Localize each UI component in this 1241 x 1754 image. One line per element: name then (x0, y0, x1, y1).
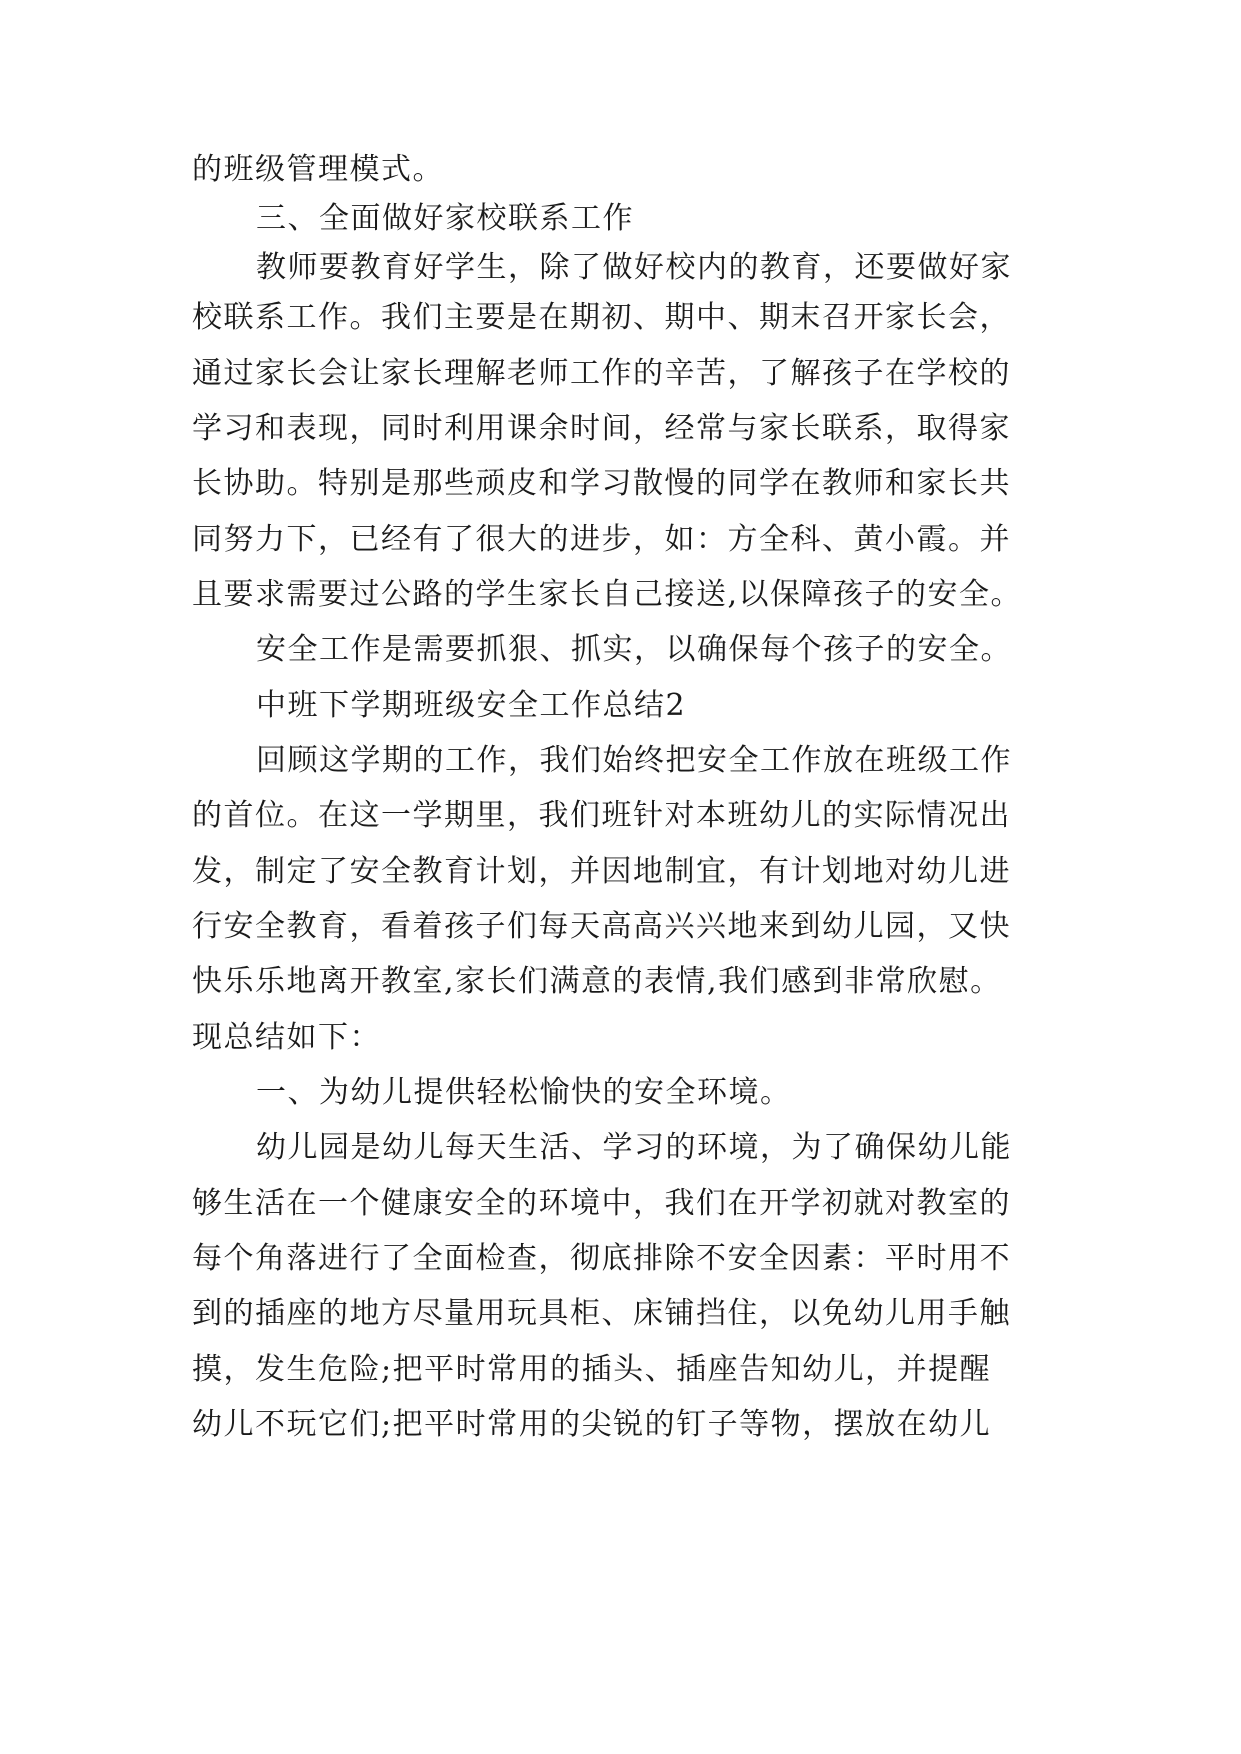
paragraph-first-line: 安全工作是需要抓狠、抓实，以确保每个孩子的安全。 (256, 632, 1012, 667)
text-line: 现总结如下： (192, 1020, 381, 1055)
text-line: 同努力下，已经有了很大的进步，如：方全科、黄小霞。并 (192, 522, 1011, 557)
text-line: 够生活在一个健康安全的环境中，我们在开学初就对教室的 (192, 1186, 1011, 1221)
text-line: 通过家长会让家长理解老师工作的辛苦，了解孩子在学校的 (192, 356, 1011, 391)
section-heading: 一、为幼儿提供轻松愉快的安全环境。 (256, 1075, 792, 1110)
article-title: 中班下学期班级安全工作总结2 (256, 688, 687, 723)
text-line: 发，制定了安全教育计划，并因地制宜，有计划地对幼儿进 (192, 854, 1011, 889)
text-line: 摸，发生危险;把平时常用的插头、插座告知幼儿，并提醒 (192, 1352, 992, 1387)
text-line: 幼儿不玩它们;把平时常用的尖锐的钉子等物，摆放在幼儿 (192, 1407, 992, 1442)
paragraph-first-line: 回顾这学期的工作，我们始终把安全工作放在班级工作 (256, 743, 1012, 778)
text-line: 每个角落进行了全面检查，彻底排除不安全因素：平时用不 (192, 1241, 1011, 1276)
text-line: 长协助。特别是那些顽皮和学习散慢的同学在教师和家长共 (192, 466, 1011, 501)
text-line: 到的插座的地方尽量用玩具柜、床铺挡住，以免幼儿用手触 (192, 1296, 1011, 1331)
paragraph-first-line: 教师要教育好学生，除了做好校内的教育，还要做好家 (256, 250, 1012, 285)
text-line: 行安全教育，看着孩子们每天高高兴兴地来到幼儿园，又快 (192, 909, 1011, 944)
text-line: 快乐乐地离开教室,家长们满意的表情,我们感到非常欣慰。 (192, 964, 1002, 999)
text-line: 且要求需要过公路的学生家长自己接送,以保障孩子的安全。 (192, 577, 1023, 612)
text-line: 校联系工作。我们主要是在期初、期中、期末召开家长会， (192, 300, 1011, 335)
paragraph-first-line: 幼儿园是幼儿每天生活、学习的环境，为了确保幼儿能 (256, 1130, 1012, 1165)
text-line: 的首位。在这一学期里，我们班针对本班幼儿的实际情况出 (192, 798, 1011, 833)
section-heading: 三、全面做好家校联系工作 (256, 201, 634, 236)
text-line: 的班级管理模式。 (192, 152, 444, 187)
text-line: 学习和表现，同时利用课余时间，经常与家长联系，取得家 (192, 411, 1011, 446)
